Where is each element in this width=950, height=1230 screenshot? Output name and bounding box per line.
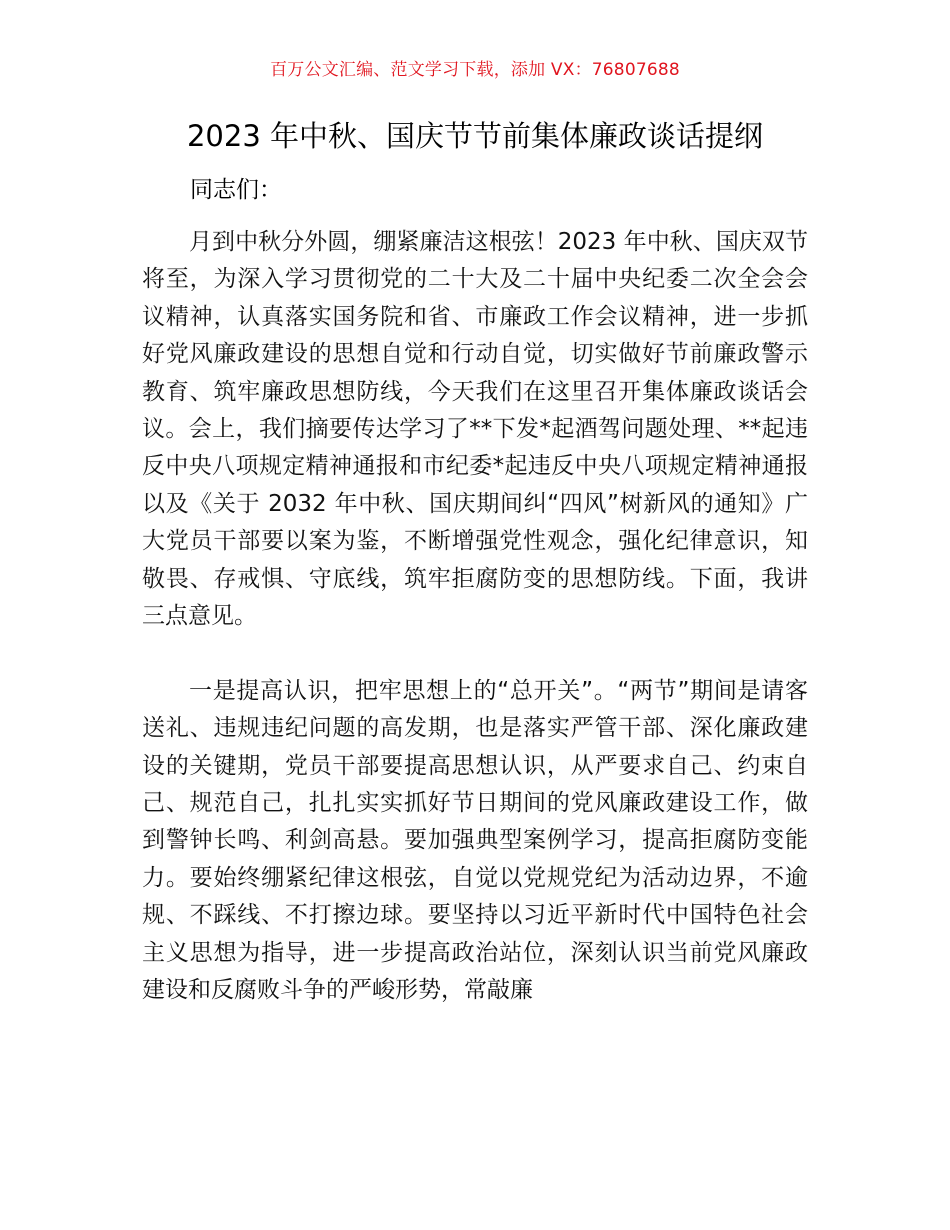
salutation: 同志们： xyxy=(190,177,282,203)
document-body xyxy=(142,224,808,1047)
paragraph-intro: 月到中秋分外圆，绷紧廉洁这根弦！2023 年中秋、国庆双节将至，为深入学习贯彻党的二十大及二十届中央纪委二次全会会议精神，认真落实国务院和省、市廉政工作会议精神，进一步抓好党风廉政建设的思想自觉和行动自觉，切实做好节前廉政警示教育、筑牢廉政思想防线，今天我们在这里召开集体廉政谈话会议。会上，我们摘要传达学习了**下发*起酒驾问题处理、**起违反中央八项规定精神通报和市纪委*起违反中央八项规定精神通报以及《关于 2032 年中秋、国庆期间纠“四风”树新风的通知》广大党员干部要以案为鉴，不断增强党性观念，强化纪律意识，知敬畏、存戒惧、守底线，筑牢拒腐防变的思想防线。下面，我讲三点意见。 xyxy=(142,229,808,630)
document-title: 2023 年中秋、国庆节节前集体廉政谈话提纲 xyxy=(186,119,764,153)
watermark-banner: 百万公文汇编、范文学习下载，添加 VX：76807688 xyxy=(270,60,680,80)
paragraph-point-one: 一是提高认识，把牢思想上的“总开关”。“两节”期间是请客送礼、违规违纪问题的高发期，也是落实严管干部、深化廉政建设的关键期，党员干部要提高思想认识，从严要求自己、约束自己、规范自己，扎扎实实抓好节日期间的党风廉政建设工作，做到警钟长鸣、利剑高悬。要加强典型案例学习，提高拒腐防变能力。要始终绷紧纪律这根弦，自觉以党规党纪为活动边界，不逾规、不踩线、不打擦边球。要坚持以习近平新时代中国特色社会主义思想为指导，进一步提高政治站位，深刻认识当前党风廉政建设和反腐败斗争的严峻形势，常敲廉 xyxy=(142,677,808,1004)
